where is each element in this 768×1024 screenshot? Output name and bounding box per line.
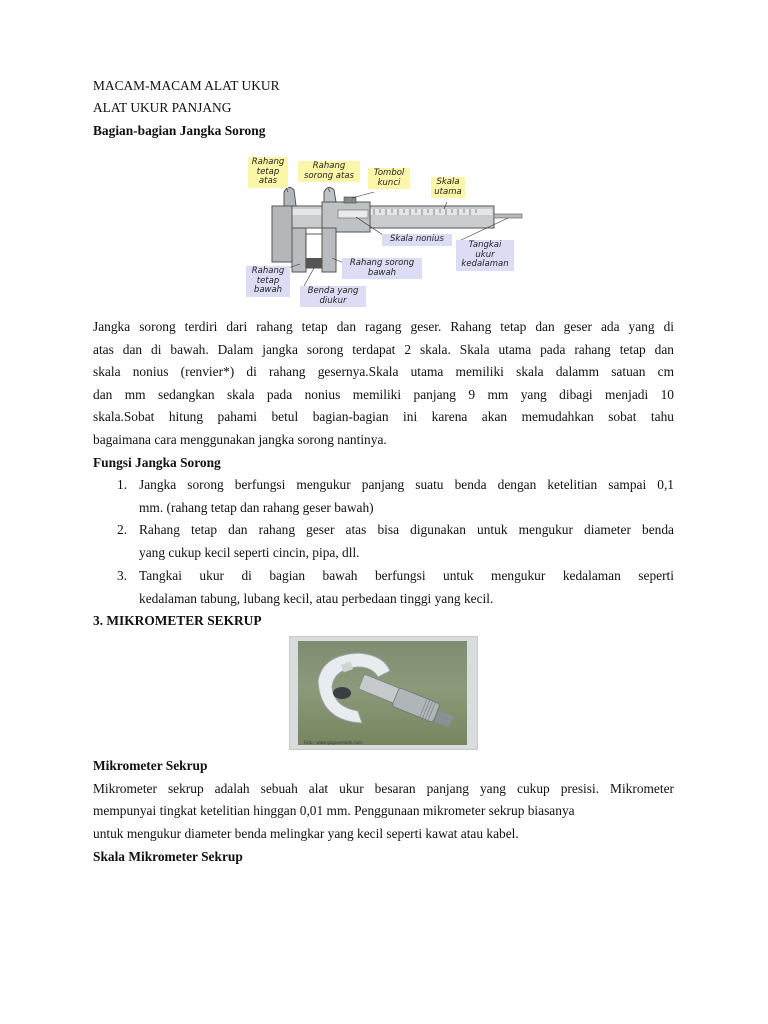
paragraph-line: untuk mengukur diameter benda melingkar yang kecil seperti kawat atau kabel. bbox=[93, 826, 519, 841]
label-tangkai-ukur-kedalaman: Tangkai ukur kedalaman bbox=[456, 240, 514, 271]
micrometer-illustration bbox=[298, 641, 467, 745]
list-item-line: Jangka sorong berfungsi mengukur panjang suatu benda dengan ketelitian sampai 0,1 bbox=[139, 477, 674, 492]
list-number: 2. bbox=[117, 522, 128, 537]
paragraph-line: mempunyai tingkat ketelitian hinggan 0,01 mm. Penggunaan mikrometer sekrup biasanya bbox=[93, 803, 575, 818]
paragraph-line: dan mm sedangkan skala pada nonius memiliki panjang 9 mm yang dibagi menjadi 10 bbox=[93, 387, 674, 402]
heading-skala-mikrometer-sekrup: Skala Mikrometer Sekrup bbox=[93, 849, 243, 864]
paragraph-line: Jangka sorong terdiri dari rahang tetap dan ragang geser. Rahang tetap dan geser ada yang di bbox=[93, 319, 674, 334]
photo-credit: Foto : www.gogoamaide.com bbox=[304, 740, 362, 745]
heading-fungsi-jangka-sorong: Fungsi Jangka Sorong bbox=[93, 455, 221, 470]
list-item-line: Tangkai ukur di bagian bawah berfungsi untuk mengukur kedalaman seperti bbox=[139, 568, 674, 583]
paragraph-line: Mikrometer sekrup adalah sebuah alat ukur besaran panjang yang cukup presisi. Mikrometer bbox=[93, 781, 674, 796]
heading-mikrometer-sekrup-section: 3. MIKROMETER SEKRUP bbox=[93, 613, 262, 628]
list-item-line: yang cukup kecil seperti cincin, pipa, dll. bbox=[139, 545, 360, 560]
label-rahang-sorong-bawah: Rahang sorong bawah bbox=[342, 258, 422, 279]
heading-mikrometer-sekrup: Mikrometer Sekrup bbox=[93, 758, 208, 773]
label-skala-nonius: Skala nonius bbox=[382, 234, 452, 246]
paragraph-line: skala nonius (renvier*) di rahang gesernya.Skala utama memiliki skala dalamm satuan cm bbox=[93, 364, 674, 379]
heading-alat-ukur-panjang: ALAT UKUR PANJANG bbox=[93, 100, 232, 115]
list-number: 1. bbox=[117, 477, 128, 492]
list-item-line: Rahang tetap dan rahang geser atas bisa digunakan untuk mengukur diameter benda bbox=[139, 522, 674, 537]
paragraph-line: bagaimana cara menggunakan jangka sorong nantinya. bbox=[93, 432, 387, 447]
label-benda-yang-diukur: Benda yang diukur bbox=[300, 286, 366, 307]
label-rahang-sorong-atas: Rahang sorong atas bbox=[298, 161, 360, 182]
label-rahang-tetap-atas: Rahang tetap atas bbox=[248, 157, 288, 188]
paragraph-line: skala.Sobat hitung pahami betul bagian-bagian ini karena akan memudahkan sobat tahu bbox=[93, 409, 674, 424]
list-item-line: mm. (rahang tetap dan rahang geser bawah) bbox=[139, 500, 374, 515]
paragraph-line: atas dan di bawah. Dalam jangka sorong terdapat 2 skala. Skala utama pada rahang tetap dan bbox=[93, 342, 674, 357]
photo-background bbox=[298, 641, 467, 745]
heading-bagian-jangka-sorong: Bagian-bagian Jangka Sorong bbox=[93, 123, 266, 138]
label-tombol-kunci: Tombol kunci bbox=[368, 168, 410, 189]
list-number: 3. bbox=[117, 568, 128, 583]
caliper-diagram bbox=[244, 154, 526, 314]
list-item-line: kedalaman tabung, lubang kecil, atau perbedaan tinggi yang kecil. bbox=[139, 591, 494, 606]
heading-macam-alat-ukur: MACAM-MACAM ALAT UKUR bbox=[93, 78, 280, 93]
label-skala-utama: Skala utama bbox=[431, 177, 465, 198]
label-rahang-tetap-bawah: Rahang tetap bawah bbox=[246, 266, 290, 297]
micrometer-photo bbox=[289, 636, 478, 750]
